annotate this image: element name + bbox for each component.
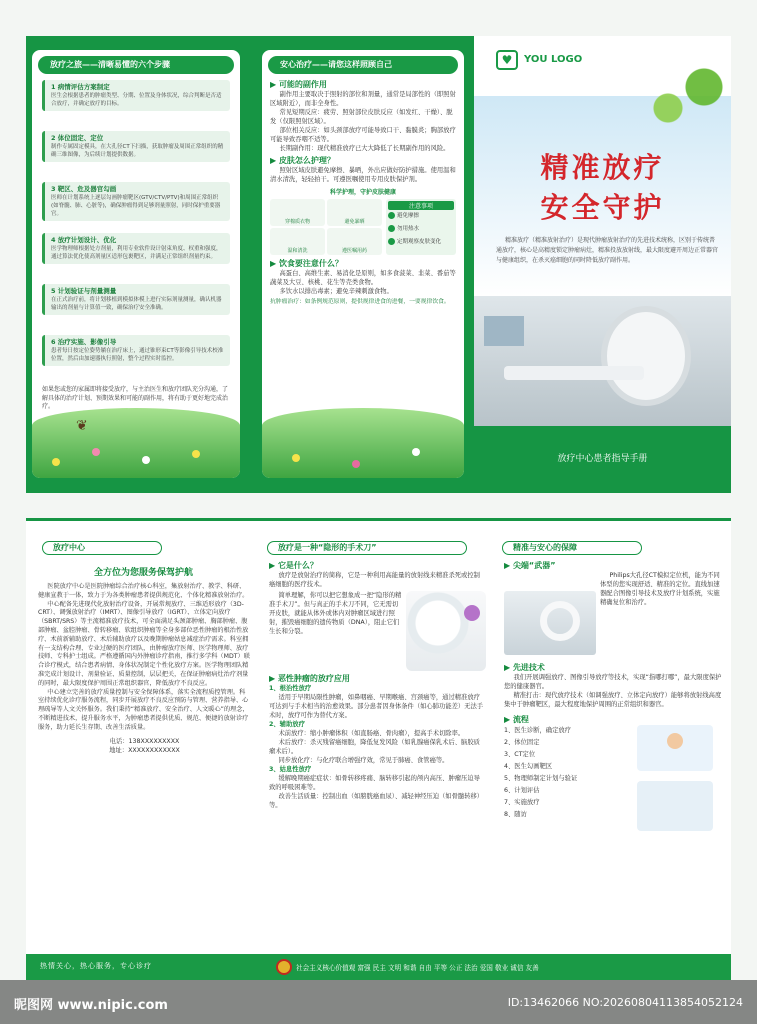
grass-illustration [262, 408, 464, 478]
side-effects-p2: 常见短期反应：疲劳、照射部位皮肤反应（如发红、干燥）、脱发（仅限照射区域）。 [270, 109, 453, 125]
flow-step: 6、计划评估 [504, 787, 540, 794]
adjuvant-text-3: 同步放化疗：与化疗联合增强疗效，常见于肺癌、食管癌等。 [278, 757, 449, 764]
step-card [42, 80, 230, 111]
ct-scanner-image [504, 591, 596, 655]
step-card [42, 131, 230, 162]
self-care-title: 安心治疗——请您这样照顾自己 [268, 56, 458, 74]
diet-p3: 抗肿瘤治疗：如条例规范原则，提供规律进食的进餐，一要规律饮食。 [270, 299, 450, 305]
what-is-p1: 放疗是放射治疗的简称，它是一种利用高能量的放射线来精准杀死或控制癌细胞的医疗技术。 [269, 572, 480, 588]
assurance-head: 精准与安心的保障 [502, 541, 642, 555]
scalpel-head: 放疗是一种“隐形的手术刀” [267, 541, 467, 555]
notice-item [388, 223, 454, 236]
care-item: 遵医嘱用药 [327, 228, 382, 255]
care-item: 温和清洗 [270, 228, 325, 255]
adjuvant-text-1: 术前放疗：缩小肿瘤体积（如直肠癌、骨肉瘤），提高手术切除率。 [278, 730, 465, 737]
what-is-p2: 简单理解，你可以把它想象成一把“隐形的精准手术刀”。但与真正的手术刀不同，它无需切开皮肤，就能从体外或体内对肿瘤区域进行照射，摧毁癌细胞的遗传物质（DNA），阻止它们生长和分裂。 [269, 592, 402, 635]
brochure-outside [26, 36, 731, 493]
logo-text: YOU LOGO [524, 54, 583, 65]
notice-item [388, 236, 454, 249]
notice-label: 勿用热水 [397, 226, 420, 232]
step-card [42, 233, 230, 264]
weapon-text: Philips大孔径CT模拟定位机，能为不同体型的您实现舒适、精准的定位。直线加速器配合图像引导技术及放疗计划系统，实施精确复位和治疗。 [600, 572, 720, 606]
cover-intro: 精准放疗（精准放射治疗）是现代肿瘤放射治疗的先进技术统称，区别于传统普通放疗，核心是高精度锁定肿瘤病灶，精准投放放射线，最大限度避开周边正常器官与健康组织，在杀灭癌细胞的同时降低放疗副作用。 [496, 237, 719, 264]
step-title: 1 病情评估方案制定 [51, 83, 110, 91]
treatment-room-image [474, 296, 731, 426]
step-card [42, 182, 230, 221]
cover-subtitle: 放疗中心患者指导手册 [557, 454, 648, 464]
flow-step: 8、随访 [504, 811, 527, 818]
side-effects-p1: 副作用主要取决于照射的部位和剂量，通常是局部性的（即照射区域附近），而非全身性。 [270, 91, 456, 107]
flower-icon [142, 456, 150, 464]
flow-step: 1、医生诊断，确定放疗 [504, 727, 571, 734]
step-card [42, 335, 230, 366]
check-icon [388, 212, 395, 219]
cover-panel [474, 36, 731, 493]
palliative-text-1: 缓解晚期癌症症状：如骨转移疼痛、脑转移引起的颅内高压、肿瘤压迫导致的呼吸困难等。 [269, 775, 480, 791]
skin-care-heading: ▶ 皮肤怎么护理？ [270, 156, 335, 165]
flow-step: 5、物理师制定计划与验证 [504, 775, 578, 782]
steps-panel [32, 50, 240, 478]
step-desc: 在正式治疗前，将计划移植到模拟体模上进行实际剂量测量，确认机器输出的剂量与计算值一致，确保治疗安全准确。 [51, 297, 222, 311]
center-p2: 中心配备先进现代化放射治疗设备，开展常规放疗、三维适形放疗（3D-CRT）、调强放射治疗（IMRT）、图像引导放疗（IGRT）、立体定向放疗（SBRT/SRS）等主流精准放疗技术，可全面满足头颈部肿瘤、胸部肿瘤、腹部肿瘤、盆腔肿瘤、骨转移瘤、软组织肿瘤等全身多部位恶性肿瘤的根治性放疗、术前新辅助放疗、术后辅助放疗以及晚期肿瘤姑息减症治疗需求。科室拥有一支结构合理、专业过硬的医疗团队，由肿瘤放疗医师、医学物理师、放疗技师、专科护士组成。严格遵循国内外肿瘤诊疗指南，推行多学科（MDT）联合诊疗模式，结合患者病情、身体状况制定个性化放疗方案。医学物理团队精准完成计划设计、剂量验证、质量控制，层层把关，在保证肿瘤病灶治疗剂量的同时，最大限度保护周围正常组织器官，降低放疗不良反应。 [38, 600, 250, 687]
grass-illustration [32, 408, 240, 478]
linac-illustration [406, 591, 486, 671]
flow-step: 4、医生勾画靶区 [504, 763, 553, 770]
adjuvant-text-2: 术后放疗：杀灭残留癌细胞，降低复发风险（如乳腺癌保乳术后、脑胶质瘤术后）。 [269, 739, 480, 755]
diet-p2: 多饮水以排出毒素；避免辛辣刺激食物。 [279, 288, 393, 295]
center-phone: 电话：138XXXXXXXXX [109, 737, 180, 745]
care-infographic [270, 199, 456, 255]
center-p1: 医院放疗中心是医院肿瘤综合治疗核心科室，集放射治疗、教学、科研、健康宣教于一体，致力于为各类肿瘤患者提供规范化、个体化精准放射治疗。 [38, 583, 249, 599]
palliative-text-2: 改善生活质量：控制出血（如膀胱癌血尿）、减轻神经压迫（如骨髓转移）等。 [269, 793, 484, 809]
adjuvant-heading: 2、辅助放疗 [269, 721, 305, 728]
tech-heading: ▶ 先进技术 [504, 663, 545, 672]
diet-heading: ▶ 饮食要注意什么？ [270, 259, 343, 268]
diet-p1: 高蛋白、高维生素、易消化是原则，如多食菠菜、韭菜、番茄等蔬菜及大豆、核桃、花生等壳类食物。 [270, 270, 456, 286]
center-p3: 中心建立完善的放疗质量控制与安全保障体系，落实全流程质控管理。科室持续优化诊疗服务流程，同步开展放疗不良反应预防与管理、营养指导、心理疏导等人文关怀服务。我们秉持“精准放疗、安全治疗、人文暖心”的理念，不断精进技术，提升服务水平，为肿瘤患者提供优质、规范、便捷的放射诊疗服务，助力延长生存期、改善生活质量。 [38, 688, 249, 731]
check-icon [388, 225, 395, 232]
flower-icon [412, 448, 420, 456]
step-desc: 制作专属固定模具，在大孔径CT下扫描，获取肿瘤及周围正常组织的精确三维图像，为后续计划提供数据。 [51, 144, 224, 158]
care-item: 穿棉质衣物 [270, 199, 325, 226]
watermark-site: 昵图网 www.nipic.com [14, 998, 168, 1013]
step-card [42, 284, 230, 315]
slogan-bar [26, 954, 731, 980]
step-title: 6 治疗实施、影像引导 [51, 338, 117, 346]
slogan-right: 社会主义核心价值观 富强 民主 文明 和谐 自由 平等 公正 法治 爱国 敬业 诚信 友善 [296, 964, 539, 972]
self-care-panel [262, 50, 464, 478]
radical-text: 适用于早期局限性肿瘤，如鼻咽癌、早期喉癌、宫颈癌等，通过精准放疗可达到与手术相当的治愈效果。部分患者因身体条件（如心肺功能差）无法手术时，放疗可作为替代方案。 [269, 694, 484, 719]
notice-label: 避免摩擦 [397, 213, 420, 219]
skin-care-p1: 照射区域皮肤避免摩擦、暴晒，外出应做好防护措施。使用温和清水清洗，轻轻拍干。可遵医嘱使用专用皮肤保护剂。 [270, 167, 456, 183]
step-title: 3 靶区、危及器官勾画 [51, 185, 117, 193]
side-effects-p4: 长期副作用：现代精准放疗已大大降低了长期副作用的风险。 [279, 145, 450, 152]
flower-icon [352, 460, 360, 468]
care-item: 避免暴晒 [327, 199, 382, 226]
center-address: 地址：XXXXXXXXXXXX [109, 746, 180, 754]
steps-footer: 如果您或您的家属即将接受放疗，与主治医生和放疗团队充分沟通，了解具体的治疗计划、预期效果和可能的副作用，将有助于更好地完成治疗。 [42, 386, 229, 410]
radical-heading: 1、根治性放疗 [269, 685, 312, 692]
what-is-heading: ▶ 它是什么？ [269, 561, 318, 570]
step-desc: 医生会根据患者的肿瘤类型、分期、位置及身体状况，综合判断是否适合放疗，并确定放疗的目标。 [51, 93, 222, 107]
step-title: 4 放疗计划设计、优化 [51, 236, 117, 244]
invisible-scalpel-panel [261, 521, 496, 957]
tech-text-1: 我们开展调强放疗、图像引导放疗等技术，实现“指哪打哪”，最大限度保护您的健康器官。 [504, 674, 722, 690]
flow-step: 3、CT定位 [504, 751, 536, 758]
assurance-panel [496, 521, 731, 957]
values-emblem-icon [276, 959, 292, 975]
brochure-inside [26, 518, 731, 980]
center-title: 全方位为您服务保驾护航 [93, 568, 193, 578]
cover-title-2: 安全守护 [540, 191, 665, 224]
flow-step: 2、体位固定 [504, 739, 540, 746]
cover-title-1: 精准放疗 [540, 151, 665, 184]
flower-icon [292, 454, 300, 462]
weapon-heading: ▶ 尖端“武器” [504, 561, 556, 570]
slogan-left: 热情关心，热心服务，专心诊疗 [40, 962, 152, 970]
center-intro-panel [26, 521, 261, 957]
notice-title: 注意事项 [388, 201, 454, 210]
tech-text-2: 精准打击：现代放疗技术（如调强放疗、立体定向放疗）能够将放射线高度集中于肿瘤靶区，最大程度地保护周围的正常组织和器官。 [504, 692, 722, 708]
flower-icon [92, 448, 100, 456]
flow-heading: ▶ 流程 [504, 715, 529, 724]
steps-title: 放疗之旅——清晰易懂的六个步骤 [38, 56, 234, 74]
logo-icon: ♥ [496, 50, 518, 70]
center-head: 放疗中心 [42, 541, 162, 555]
doctor-illustration [627, 725, 723, 833]
step-title: 2 体位固定、定位 [51, 134, 104, 142]
check-icon [388, 238, 395, 245]
step-desc: 医学物理师根据处方剂量，利用专业软件设计射束角度、权重和强度，通过算法优化使高剂量区适形包裹靶区，并满足正常组织剂量约束。 [51, 246, 222, 260]
notice-item [388, 210, 454, 223]
flow-step: 7、实施放疗 [504, 799, 540, 806]
butterfly-icon: ❦ [76, 418, 88, 434]
step-desc: 医师在计划系统上逐层勾画肿瘤靶区(GTV/CTV/PTV)和周围正常组织(如脊髓、肺、心脏等)，确保肿瘤得到足够剂量照射，同时保护重要器官。 [51, 195, 221, 217]
step-title: 5 计划验证与剂量测量 [51, 287, 117, 295]
palliative-heading: 3、姑息性放疗 [269, 766, 312, 773]
side-effects-heading: ▶ 可能的副作用 [270, 80, 327, 89]
flower-icon [52, 458, 60, 466]
flower-icon [192, 450, 200, 458]
leaves-icon [641, 66, 731, 136]
notice-label: 定期观察皮肤变化 [397, 239, 442, 245]
application-heading: ▶ 恶性肿瘤的放疗应用 [269, 674, 350, 683]
step-desc: 患者每日按定位姿势躺在治疗床上，通过锥形束CT等影像引导技术校准位置，然后由加速器执行照射，整个过程实时监控。 [51, 348, 224, 362]
care-title: 科学护理，守护皮肤健康 [329, 189, 396, 196]
side-effects-p3: 部位相关反应：如头颈部放疗可能导致口干、黏膜炎；胸部放疗可能导致吞咽不适等。 [270, 127, 456, 143]
watermark-id: ID:13462066 NO:20260804113854052124 [507, 996, 743, 1009]
watermark-bar [0, 980, 757, 1024]
